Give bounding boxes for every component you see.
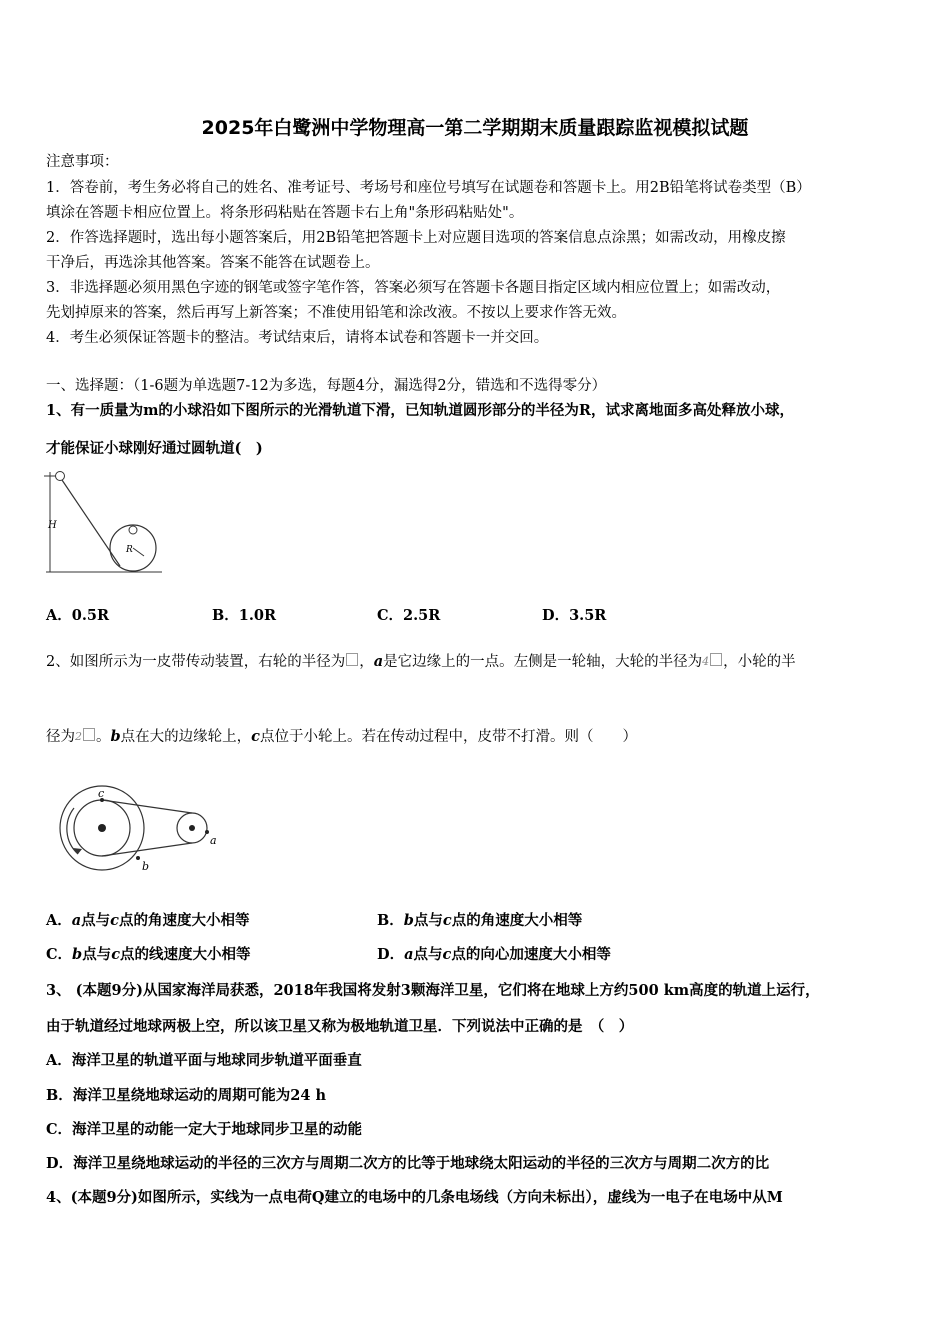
q3-stem-line1: 3、 (本题9分)从国家海洋局获悉，2018年我国将发射3颗海洋卫星，它们将在地球上方约500 km高度的轨道上运行， xyxy=(46,982,820,999)
q3-option-d: D．海洋卫星绕地球运动的半径的三次方与周期二次方的比等于地球绕太阳运动的半径的三次方与周期二次方的比 xyxy=(46,1155,770,1172)
label-c: c xyxy=(98,787,105,800)
q1-track-figure xyxy=(40,468,170,580)
q1-option-b: B．1.0R xyxy=(212,607,277,624)
label-a: a xyxy=(210,834,217,847)
q1-option-c: C．2.5R xyxy=(377,607,441,624)
q2-belt-figure xyxy=(52,776,232,876)
formula-placeholder xyxy=(83,728,95,741)
radius-line xyxy=(133,548,144,556)
q1-option-d: D．3.5R xyxy=(542,607,607,624)
section-heading: 一、选择题：（1-6题为单选题7-12为多选，每题4分，漏选得2分，错选和不选得零分） xyxy=(46,378,607,394)
label-b: b xyxy=(142,860,150,873)
q2-option-a: A．a点与c点的角速度大小相等 xyxy=(46,912,250,929)
q2-stem-line1: 2、如图所示为一皮带传动装置，右轮的半径为 ，a是它边缘上的一点。左侧是一轮轴，大轮的半径为$^4$ ，小轮的半 xyxy=(46,653,796,670)
point-a xyxy=(205,830,209,834)
ball-at-top xyxy=(129,526,137,534)
belt-bottom xyxy=(102,843,192,856)
axle-right xyxy=(189,825,195,831)
axle-left xyxy=(98,824,106,832)
q2-option-b: B．b点与c点的角速度大小相等 xyxy=(377,912,583,929)
height-label: H xyxy=(48,520,57,531)
q3-option-c: C．海洋卫星的动能一定大于地球同步卫星的动能 xyxy=(46,1121,363,1138)
radius-label: R xyxy=(126,545,133,555)
notice-line: 3．非选择题必须用黑色字迹的钢笔或签字笔作答，答案必须写在答题卡各题目指定区域内相应位置上；如需改动， xyxy=(46,280,781,296)
notice-line: 1．答卷前，考生务必将自己的姓名、准考证号、考场号和座位号填写在试题卷和答题卡上。用2B铅笔将试卷类型（B） xyxy=(46,180,811,196)
notice-line: 填涂在答题卡相应位置上。将条形码粘贴在答题卡右上角"条形码粘贴处"。 xyxy=(46,205,524,221)
page-title: 2025年白鹭洲中学物理高一第二学期期末质量跟踪监视模拟试题 xyxy=(201,117,749,139)
belt-top xyxy=(102,800,192,813)
q2-stem-line2: 径为$^2$ 。b点在大的边缘轮上，c点位于小轮上。若在传动过程中，皮带不打滑。则（ ） xyxy=(46,728,637,745)
notice-line: 2．作答选择题时，选出每小题答案后，用2B铅笔把答题卡上对应题目选项的答案信息点涂黑；如需改动，用橡皮擦 xyxy=(46,230,786,246)
point-b xyxy=(136,856,140,860)
slope-track xyxy=(62,480,120,566)
rotation-arrow xyxy=(67,808,78,854)
notice-line: 先划掉原来的答案，然后再写上新答案；不准使用铅笔和涂改液。不按以上要求作答无效。 xyxy=(46,305,626,321)
notice-heading: 注意事项： xyxy=(46,154,119,170)
q2-option-d: D．a点与c点的向心加速度大小相等 xyxy=(377,946,611,963)
q4-stem-line1: 4、(本题9分)如图所示，实线为一点电荷Q建立的电场中的几条电场线（方向未标出），虚线为一电子在电场中从M xyxy=(46,1189,783,1206)
q3-option-a: A．海洋卫星的轨道平面与地球同步轨道平面垂直 xyxy=(46,1052,362,1069)
q2-option-c: C．b点与c点的线速度大小相等 xyxy=(46,946,251,963)
notice-line: 4．考生必须保证答题卡的整洁。考试结束后，请将本试卷和答题卡一并交回。 xyxy=(46,330,549,346)
q3-option-b: B．海洋卫星绕地球运动的周期可能为24 h xyxy=(46,1087,327,1104)
formula-placeholder xyxy=(710,653,722,666)
q1-option-a: A．0.5R xyxy=(46,607,110,624)
q1-stem-line1: 1、有一质量为m的小球沿如下图所示的光滑轨道下滑，已知轨道圆形部分的半径为R，试求离地面多高处释放小球， xyxy=(46,402,794,419)
q1-stem-line2: 才能保证小球刚好通过圆轨道( ) xyxy=(46,440,263,457)
formula-placeholder xyxy=(346,653,358,666)
notice-line: 干净后，再选涂其他答案。答案不能答在试题卷上。 xyxy=(46,255,380,271)
ball xyxy=(56,472,65,481)
q3-stem-line2: 由于轨道经过地球两极上空，所以该卫星又称为极地轨道卫星．下列说法中正确的是 （ ） xyxy=(46,1018,634,1035)
